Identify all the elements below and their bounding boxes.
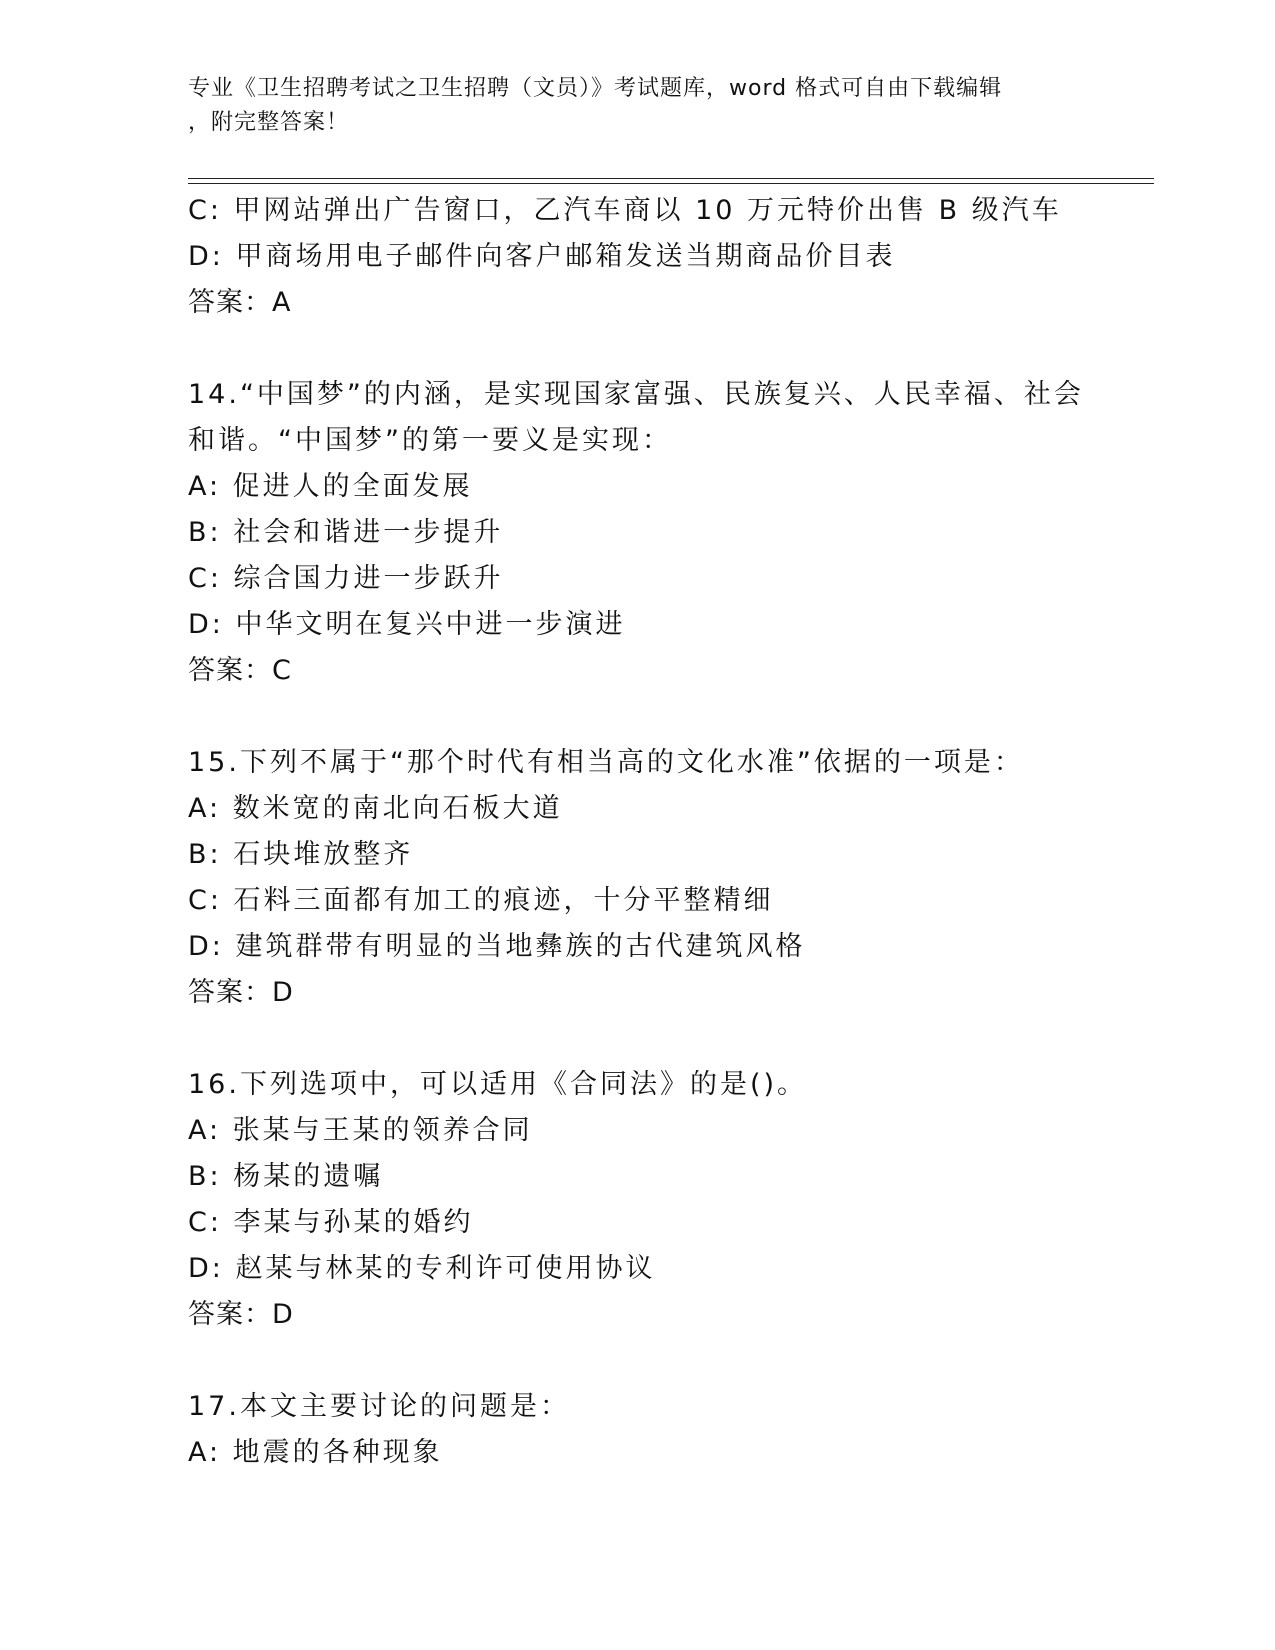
option-c: C: 综合国力进一步跃升 [188,563,504,594]
header-line-2: ，附完整答案！ [188,110,350,135]
option-a: A: 数米宽的南北向石板大道 [188,793,563,824]
question-13-tail [188,188,1108,326]
option-d: D: 甲商场用电子邮件向客户邮箱发送当期商品价目表 [188,241,896,272]
answer-line: 答案：D [188,977,294,1008]
option-b: B: 杨某的遗嘱 [188,1161,384,1192]
spacer [188,1338,1108,1384]
spacer [188,326,1108,372]
question-17 [188,1384,1108,1476]
header-line-1: 专业《卫生招聘考试之卫生招聘（文员）》考试题库，word 格式可自由下载编辑 [188,76,1003,101]
option-c: C: 石料三面都有加工的痕迹，十分平整精细 [188,885,774,916]
option-b: B: 石块堆放整齐 [188,839,414,870]
option-c: C: 甲网站弹出广告窗口，乙汽车商以 10 万元特价出售 B 级汽车 [188,195,1062,226]
option-d: D: 建筑群带有明显的当地彝族的古代建筑风格 [188,931,806,962]
question-15 [188,740,1108,1016]
question-text: 14.“中国梦”的内涵，是实现国家富强、民族复兴、人民幸福、社会 [188,379,1084,410]
question-text: 17.本文主要讨论的问题是： [188,1391,570,1422]
question-text: 16.下列选项中，可以适用《合同法》的是()。 [188,1069,808,1100]
question-list [188,188,1108,1476]
option-d: D: 中华文明在复兴中进一步演进 [188,609,626,640]
document-header [188,72,1068,140]
option-a: A: 促进人的全面发展 [188,471,473,502]
question-text: 15.下列不属于“那个时代有相当高的文化水准”依据的一项是： [188,747,1024,778]
answer-line: 答案：D [188,1299,294,1330]
spacer [188,694,1108,740]
option-b: B: 社会和谐进一步提升 [188,517,504,548]
header-divider-top [188,178,1154,179]
option-a: A: 地震的各种现象 [188,1437,443,1468]
question-text-continued: 和谐。“中国梦”的第一要义是实现： [188,425,672,456]
answer-line: 答案：C [188,655,292,686]
question-16 [188,1062,1108,1338]
option-a: A: 张某与王某的领养合同 [188,1115,533,1146]
answer-line: 答案：A [188,287,292,318]
spacer [188,1016,1108,1062]
option-d: D: 赵某与林某的专利许可使用协议 [188,1253,656,1284]
option-c: C: 李某与孙某的婚约 [188,1207,474,1238]
header-divider-bottom [188,183,1154,184]
question-14 [188,372,1108,694]
